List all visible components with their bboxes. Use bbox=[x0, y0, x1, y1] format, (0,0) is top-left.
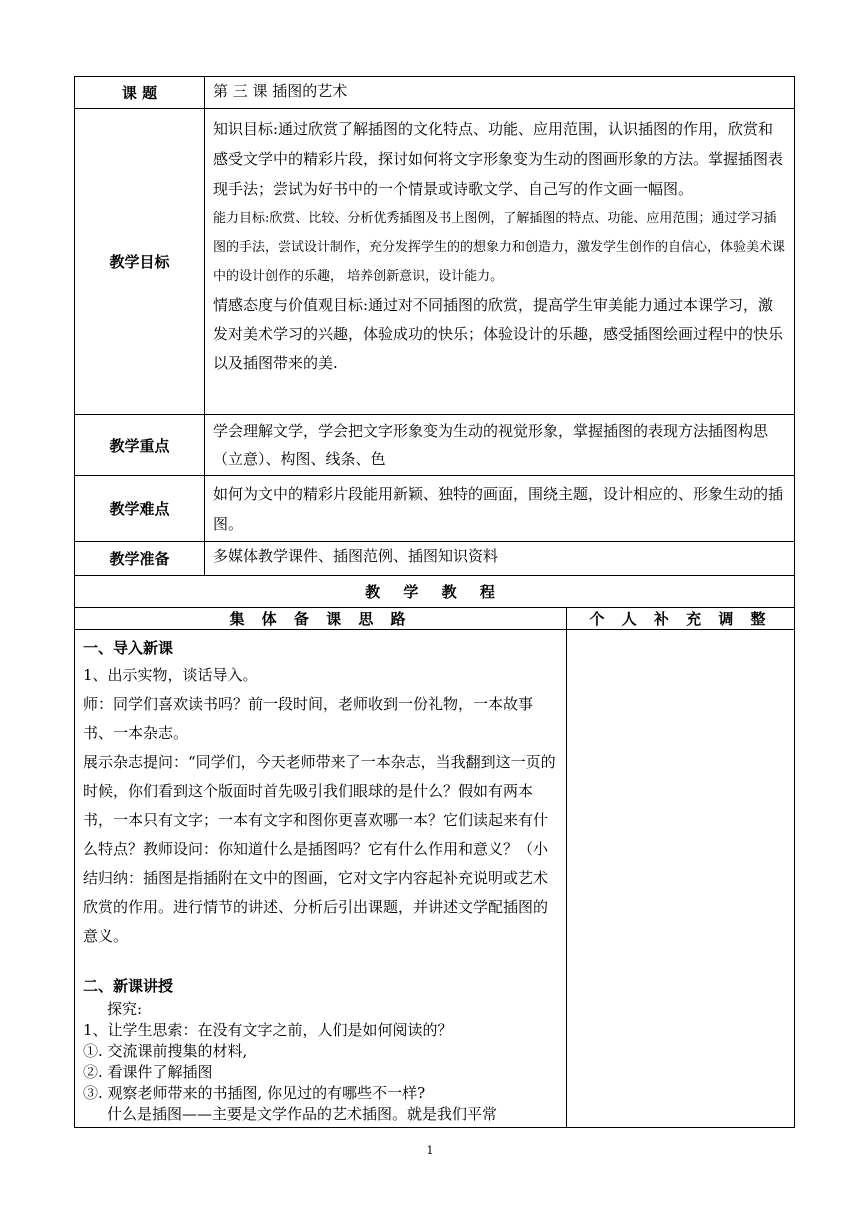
process-content-row bbox=[75, 630, 795, 1128]
key-points-label: 教学重点 bbox=[75, 415, 205, 476]
knowledge-goal: 知识目标:通过欣赏了解插图的文化特点、功能、应用范围，认识插图的作用，欣赏和感受文学中的精彩片段，探讨如何将文字形象变为生动的图画形象的方法。掌握插图表现手法；尝试为好书中的一个情景或诗歌文学、自己写的作文画一幅图。 bbox=[213, 120, 784, 198]
explore-label: 探究: bbox=[107, 1000, 143, 1018]
section-heading-new-lesson: 二、新课讲授 bbox=[83, 977, 174, 995]
topic-value: 第 三 课 插图的艺术 bbox=[205, 77, 795, 109]
intro-step-1: 1、出示实物，谈话导入。 bbox=[83, 666, 258, 684]
difficulties-label: 教学难点 bbox=[75, 476, 205, 542]
preparation-label: 教学准备 bbox=[75, 542, 205, 576]
section-heading-intro: 一、导入新课 bbox=[83, 639, 174, 657]
ability-goal: 能力目标:欣赏、比较、分析优秀插图及书上图例，了解插图的特点、功能、应用范围；通过学习插图的手法，尝试设计制作，充分发挥学生的的想象力和创造力，激发学生创作的自信心，体验美术课中的设计创作的乐趣， 培养创新意识，设计能力。 bbox=[213, 211, 786, 284]
topic-label: 课 题 bbox=[75, 77, 205, 109]
process-title-row bbox=[75, 576, 795, 608]
personal-adjust-header: 个 人 补 充 调 整 bbox=[567, 608, 795, 630]
explore-item-3: ③. 观察老师带来的书插图, 你见过的有哪些不一样? bbox=[83, 1084, 426, 1102]
difficulties-value: 如何为文中的精彩片段能用新颖、独特的画面，围绕主题，设计相应的、形象生动的插图。 bbox=[205, 476, 795, 542]
preparation-row bbox=[75, 542, 795, 576]
goals-label: 教学目标 bbox=[75, 109, 205, 415]
process-columns-row bbox=[75, 608, 795, 630]
preparation-value: 多媒体教学课件、插图范例、插图知识资料 bbox=[205, 542, 795, 576]
page-number: 1 bbox=[426, 1144, 434, 1157]
goals-row bbox=[75, 109, 795, 415]
intro-magazine-question: 展示杂志提问：“同学们，今天老师带来了一本杂志，当我翻到这一页的时候，你们看到这个版面时首先吸引我们眼球的是什么？假如有两本书，一本只有文字；一本有文字和图你更喜欢哪一本？它们读起来有什么特点？教师设问：你知道什么是插图吗？它有什么作用和意义？（小结归纳：插图是指插附在文中的图画，它对文字内容起补充说明或艺术欣赏的作用。进行情节的讲述、分析后引出课题，并讲述文学配插图的意义。 bbox=[83, 753, 556, 945]
topic-row bbox=[75, 77, 795, 109]
explore-item-1: ①. 交流课前搜集的材料, bbox=[83, 1042, 248, 1060]
intro-teacher-talk: 师：同学们喜欢读书吗？前一段时间，老师收到一份礼物，一本故事书、一本杂志。 bbox=[83, 695, 534, 742]
illustration-definition: 什么是插图——主要是文学作品的艺术插图。就是我们平常 bbox=[107, 1105, 498, 1123]
emotion-goal: 情感态度与价值观目标:通过对不同插图的欣赏，提高学生审美能力通过本课学习，激发对美术学习的兴趣，体验成功的快乐；体验设计的乐趣，感受插图绘画过程中的快乐以及插图带来的美. bbox=[213, 296, 784, 372]
goals-cell bbox=[205, 109, 795, 415]
key-points-row bbox=[75, 415, 795, 476]
process-title: 教 学 教 程 bbox=[75, 576, 795, 608]
lesson-plan-table bbox=[74, 76, 795, 1128]
personal-adjust-content bbox=[567, 630, 795, 1128]
explore-question-1: 1、让学生思索：在没有文字之前，人们是如何阅读的？ bbox=[83, 1021, 453, 1039]
group-plan-header: 集 体 备 课 思 路 bbox=[75, 608, 567, 630]
explore-item-2: ②. 看课件了解插图 bbox=[83, 1063, 213, 1081]
group-plan-content bbox=[75, 630, 567, 1128]
difficulties-row bbox=[75, 476, 795, 542]
key-points-value: 学会理解文学，学会把文字形象变为生动的视觉形象，掌握插图的表现方法插图构思（立意）、构图、线条、色 bbox=[205, 415, 795, 476]
